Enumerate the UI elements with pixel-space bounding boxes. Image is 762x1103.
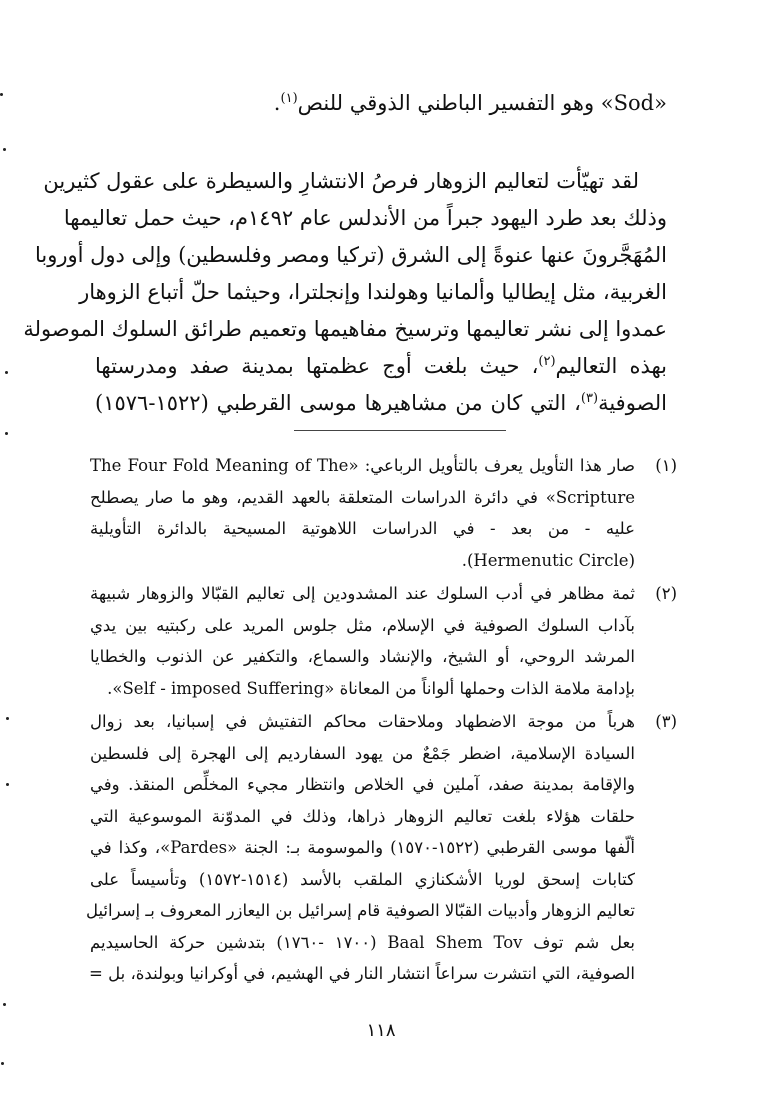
footnote-ref: (٣) — [580, 391, 599, 406]
main-paragraph — [23, 163, 668, 422]
footnote-line: السيادة الإسلامية، اضطر جَمْعٌ من يهود السفارديم إلى الهجرة إلى فلسطين — [90, 743, 635, 763]
footnote-number: (٢) — [655, 584, 677, 603]
footnote-line: عليه - من بعد - في الدراسات اللاهوتية المسيحية بالدائرة التأويلية — [90, 519, 635, 538]
margin-dot — [6, 783, 9, 786]
paragraph-line: عمدوا إلى نشر تعاليمها وترسيخ مفاهيمها وتعميم طرائق السلوك الموصولة — [23, 317, 667, 341]
paragraph-line: الغربية، مثل إيطاليا وألمانيا وهولندا وإنجلترا، وحيثما حلّ أتباع الزوهار — [79, 280, 667, 304]
margin-dot — [3, 148, 6, 151]
footnote-line: صار هذا التأويل يعرف بالتأويل الرباعي: «The Four Fold Meaning of The — [90, 456, 635, 475]
footnote-separator — [294, 430, 506, 431]
line-part: بهذه التعاليم — [555, 354, 668, 378]
paragraph-line: لقد تهيّأت لتعاليم الزوهار فرصُ الانتشارِ والسيطرة على عقول كثيرين — [43, 169, 639, 193]
footnote-line: كتابات إسحق لوريا الأشكنازي الملقب بالأسد (١٥١٤-١٥٧٢) وتأسيساً على — [90, 869, 635, 889]
page-number: ١١٨ — [366, 1020, 396, 1041]
paragraph-line — [95, 348, 667, 385]
footnote-number: (١) — [655, 456, 677, 475]
footnote-line: Scripture» في دائرة الدراسات المتعلقة بالعهد القديم، وهو ما صار يصطلح — [90, 487, 635, 507]
continued-end: . — [273, 91, 281, 115]
line-part: الصوفية — [598, 391, 667, 415]
footnote-line: هرباً من موجة الاضطهاد وملاحقات محاكم التفتيش في إسبانيا، بعد زوال — [90, 712, 635, 731]
footnote-ref: (١) — [280, 91, 298, 106]
margin-dot — [3, 1003, 6, 1006]
footnote-line: بإدامة ملامة الذات وحملها ألواناً من المعاناة «Self - imposed Suffering». — [107, 678, 635, 698]
footnote-line: ثمة مظاهر في أدب السلوك عند المشدودين إلى تعاليم القبّالا والزوهار شبيهة — [90, 584, 635, 603]
continued-line — [95, 86, 667, 120]
margin-dot — [0, 93, 3, 96]
footnote-number: (٣) — [655, 712, 677, 731]
footnote-line: حلقات هؤلاء بلغت تعاليم الزوهار ذراها، وذلك في المدوّنة الموسوعية التي — [90, 806, 635, 826]
footnote-ref: (٢) — [538, 354, 556, 369]
margin-dot — [6, 717, 9, 720]
paragraph-line: المُهَجَّرونَ عنها عنوةً إلى الشرق (تركيا ومصر وفلسطين) وإلى دول أوروبا — [34, 243, 667, 267]
continued-text: «Sod» وهو التفسير الباطني الذوقي للنص — [297, 91, 667, 115]
paragraph-line: وذلك بعد طرد اليهود جبراً من الأندلس عام ١٤٩٢م، حيث حمل تعاليمها — [63, 206, 667, 230]
footnote-2 — [90, 578, 677, 704]
footnote-1 — [90, 450, 677, 576]
margin-dot — [5, 432, 8, 435]
footnote-line: بعل شم توف Baal Shem Tov (١٧٠٠ -١٧٦٠) بتدشين حركة الحاسيديم — [90, 932, 636, 952]
margin-dot — [1, 1062, 4, 1065]
footnote-line: بآداب السلوك الصوفية في الإسلام، مثل جلوس المريد على ركبتيه بين يدي — [90, 615, 635, 635]
line-part: ، حيث بلغت أوج عظمتها بمدينة صفد ومدرستها — [95, 354, 539, 378]
footnote-line: تعاليم الزوهار وأدبيات القبّالا الصوفية قام إسرائيل بن اليعازر المعروف بـ إسرائيل — [85, 901, 635, 920]
margin-dot — [5, 371, 8, 374]
footnote-line: (Hermenutic Circle). — [461, 550, 635, 570]
paragraph-line — [95, 385, 667, 422]
footnote-line: المرشد الروحي، أو الشيخ، والإنشاد والسماع، والتكفير عن الذنوب والخطايا — [90, 647, 635, 666]
footnote-3 — [85, 706, 677, 990]
footnote-line: ألّفها موسى القرطبي (١٥٢٢-١٥٧٠) والموسومة بـ: الجنة «Pardes»، وكذا في — [90, 838, 635, 857]
footnote-line: الصوفية، التي انتشرت سراعاً انتشار النار في الهشيم، في أوكرانيا وبولندة، بل = — [89, 964, 635, 983]
line-part: ، التي كان من مشاهيرها موسى القرطبي (١٥٢٢-١٥٧٦) — [95, 391, 581, 415]
footnotes — [85, 450, 677, 992]
footnote-line: والإقامة بمدينة صفد، آملين في الخلاص وانتظار مجيء المخلِّص المنقذ. وفي — [90, 775, 635, 794]
